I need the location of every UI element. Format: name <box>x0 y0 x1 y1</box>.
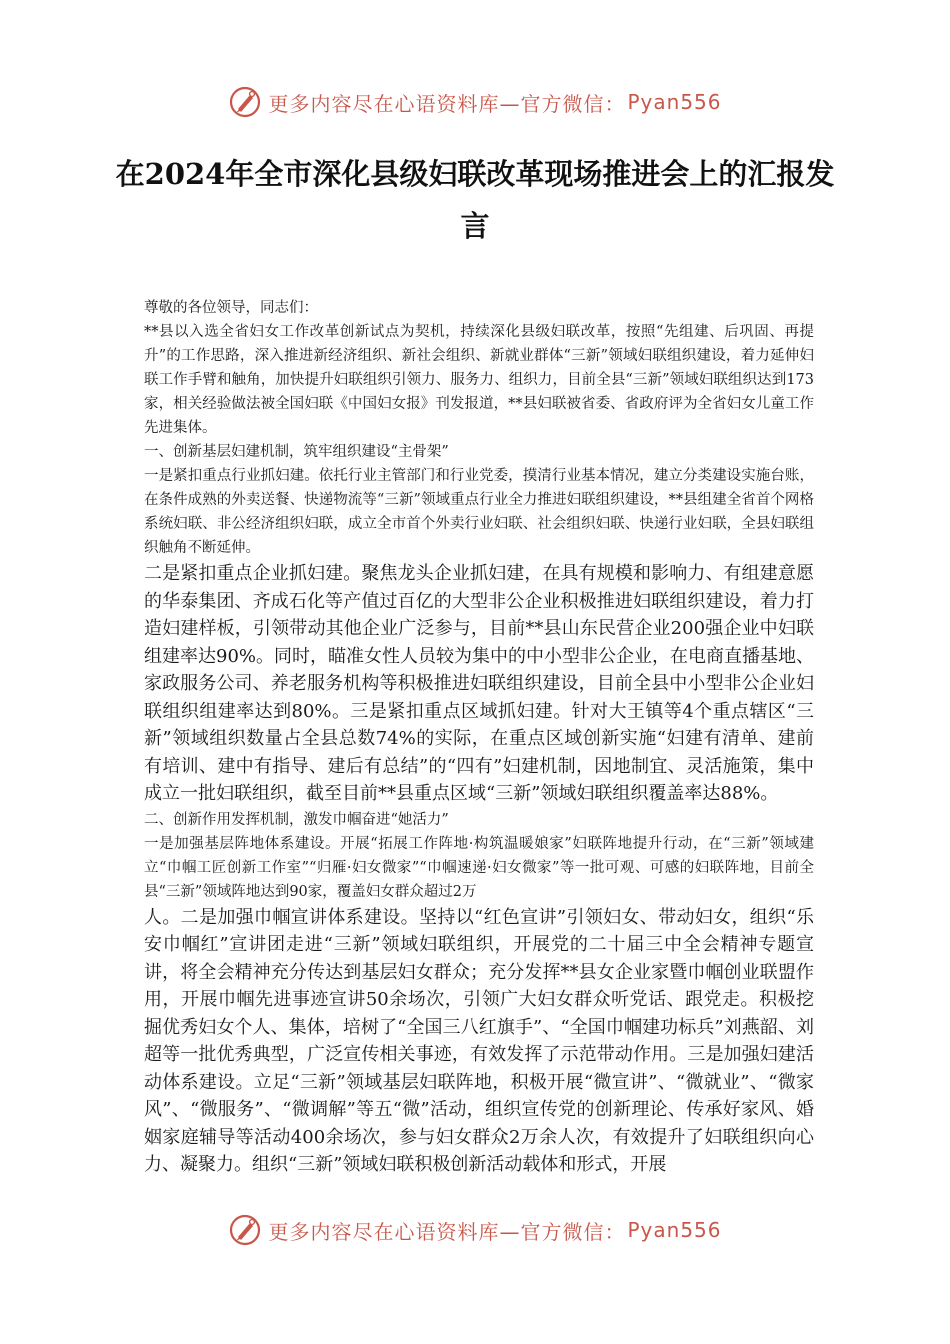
body-large-block <box>144 560 814 1179</box>
watermark-wechat-id: Pyan556 <box>627 1218 722 1242</box>
watermark-banner-bottom <box>0 1208 950 1252</box>
watermark-text: 更多内容尽在心语资料库—官方微信： <box>268 1219 626 1244</box>
section2-paragraph-a: 一是加强基层阵地体系建设。开展“拓展工作阵地·构筑温暖娘家”妇联阵地提升行动，在“三新”领域建立“巾帼工匠创新工作室”“归雁·妇女微家”“巾帼速递·妇女微家”等一批可观、可感的妇联阵地，目前全县“三新”领域阵地达到90家，覆盖妇女群众超过2万 <box>144 835 814 900</box>
intro-paragraph: **县以入选全省妇女工作改革创新试点为契机，持续深化县级妇联改革，按照“先组建、后巩固、再提升”的工作思路，深入推进新经济组织、新社会组织、新就业群体“三新”领域妇联组织建设，着力延伸妇联工作手臂和触角，加快提升妇联组织引领力、服务力、组织力，目前全县“三新”领域妇联组织达到173家，相关经验做法被全国妇联《中国妇女报》刊发报道，**县妇联被省委、省政府评为全省妇女儿童工作先进集体。 <box>144 324 814 436</box>
section-heading-2: 二、创新作用发挥机制，激发巾帼奋进“她活力” <box>144 811 449 828</box>
section-heading-1: 一、创新基层妇建机制，筑牢组织建设“主骨架” <box>144 444 449 460</box>
pen-nib-logo-icon <box>228 1213 262 1247</box>
section2-paragraph-b: 人。二是加强巾帼宣讲体系建设。坚持以“红色宣讲”引领妇女、带动妇女，组织“乐安巾帼红”宣讲团走进“三新”领域妇联组织，开展党的二十届三中全会精神专题宣讲，将全会精神充分传达到基层妇女群众；充分发挥**县女企业家暨巾帼创业联盟作用，开展巾帼先进事迹宣讲50余场次，引领广大妇女群众听党话、跟党走。积极挖掘优秀妇女个人、集体，培树了“全国三八红旗手”、“全国巾帼建功标兵”刘燕韶、刘超等一批优秀典型，广泛宣传相关事迹，有效发挥了示范带动作用。三是加强妇建活动体系建设。立足“三新”领域基层妇联阵地，积极开展“微宣讲”、“微就业”、“微家风”、“微服务”、“微调解”等五“微”活动，组织宣传党的创新理论、传承好家风、婚姻家庭辅导等活动400余场次，参与妇女群众2万余人次，有效提升了妇联组织向心力、凝聚力。组织“三新”领域妇联积极创新活动载体和形式，开展 <box>144 906 814 1175</box>
document-body <box>144 296 814 1179</box>
section1-paragraph-b: 二是紧扣重点企业抓妇建。聚焦龙头企业抓妇建，在具有规模和影响力、有组建意愿的华泰集团、齐成石化等产值过百亿的大型非公企业积极推进妇联组织建设，着力打造妇建样板，引领带动其他企业广泛参与，目前**县山东民营企业200强企业中妇联组建率达90%。同时，瞄准女性人员较为集中的中小型非公企业，在电商直播基地、家政服务公司、养老服务机构等积极推进妇联组织建设，目前全县中小型非公企业妇联组织组建率达到80%。三是紧扣重点区域抓妇建。针对大王镇等4个重点辖区“三新”领域组织数量占全县总数74%的实际，在重点区域创新实施“妇建有清单、建前有培训、建中有指导、建后有总结”的“四有”妇建机制，因地制宜、灵活施策，集中成立一批妇联组织，截至目前**县重点区域“三新”领域妇联组织覆盖率达88%。 <box>144 563 815 804</box>
watermark-wechat-id: Pyan556 <box>627 90 722 114</box>
watermark-banner-top <box>0 80 950 124</box>
document-title: 在2024年全市深化县级妇联改革现场推进会上的汇报发言 <box>115 157 835 243</box>
section1-paragraph-a: 一是紧扣重点行业抓妇建。依托行业主管部门和行业党委，摸清行业基本情况，建立分类建设实施台账，在条件成熟的外卖送餐、快递物流等“三新”领域重点行业全力推进妇联组织建设，**县组建全省首个网格系统妇联、非公经济组织妇联，成立全市首个外卖行业妇联、社会组织妇联、快递行业妇联，全县妇联组织触角不断延伸。 <box>144 468 814 556</box>
watermark-text: 更多内容尽在心语资料库—官方微信： <box>268 91 626 116</box>
body-small-block <box>144 296 814 560</box>
salutation: 尊敬的各位领导，同志们： <box>144 300 318 316</box>
pen-nib-logo-icon <box>228 85 262 119</box>
